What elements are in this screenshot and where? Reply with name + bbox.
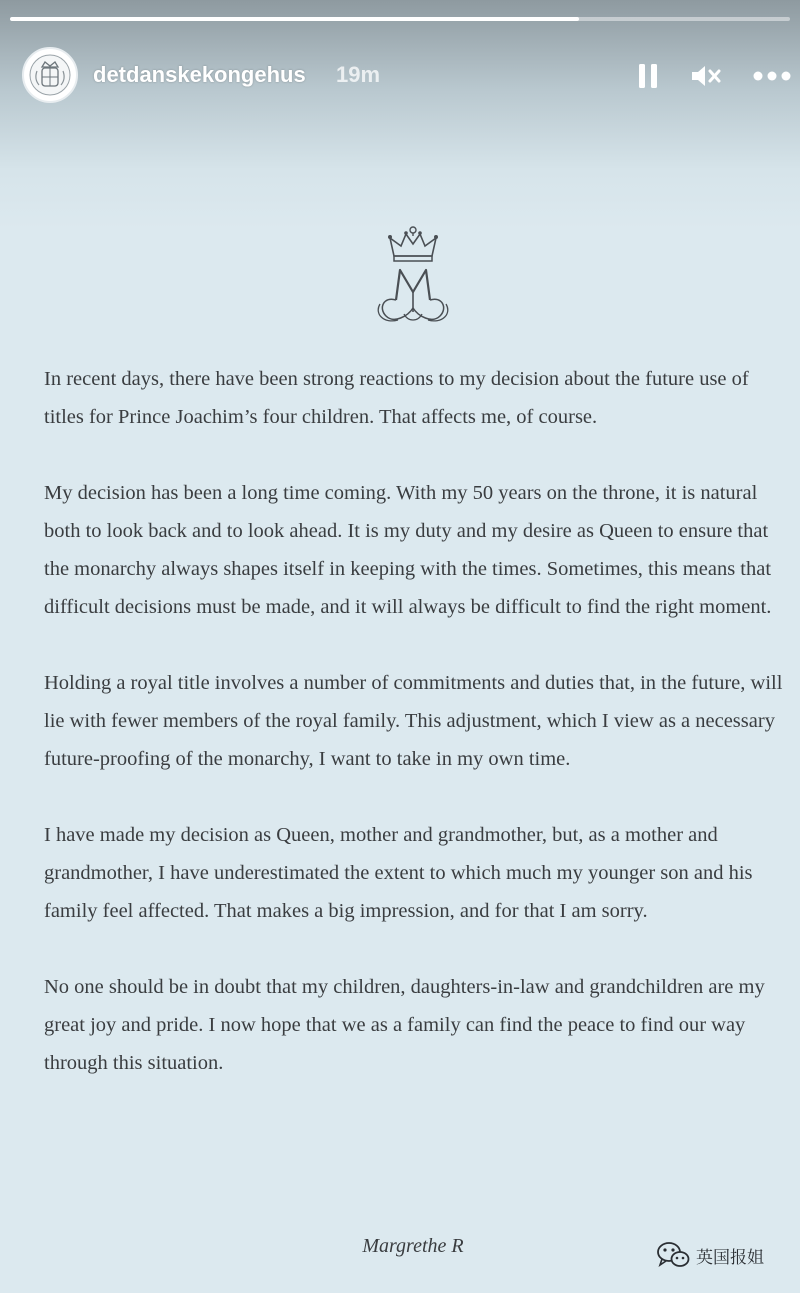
- royal-monogram-icon: [370, 224, 456, 326]
- wechat-icon: [656, 1241, 690, 1269]
- story-progress-fill: [10, 17, 579, 21]
- royal-crest-icon: [28, 53, 72, 97]
- story-progress-bar: [10, 17, 790, 21]
- more-options-button[interactable]: [748, 58, 796, 94]
- letter-signature: Margrethe R: [362, 1235, 464, 1257]
- letter-paragraph: Holding a royal title involves a number of commitments and duties that, in the future, will lie with fewer members of the royal family. This adjustment, which I view as a necessary future-proofing of the monarchy, I want to take in my own time.: [44, 672, 783, 770]
- letter-paragraph: No one should be in doubt that my children, daughters-in-law and grandchildren are my great joy and pride. I now hope that we as a family can find the peace to find our way through this situation.: [44, 976, 765, 1074]
- story-header: [0, 44, 800, 108]
- letter-paragraph: My decision has been a long time coming. With my 50 years on the throne, it is natural both to look back and to look ahead. It is my duty and my desire as Queen to ensure that the monarchy always shapes itself in keeping with the times. Sometimes, this means that difficult decisions must be made, and it will always be difficult to find the right moment.: [44, 482, 772, 618]
- avatar[interactable]: [22, 47, 78, 103]
- letter-paragraph: In recent days, there have been strong reactions to my decision about the future use of titles for Prince Joachim’s four children. That affects me, of course.: [44, 368, 749, 428]
- post-time: 19m: [336, 62, 381, 87]
- mute-button[interactable]: [686, 58, 726, 94]
- pause-icon: [637, 62, 659, 90]
- letter-paragraph: I have made my decision as Queen, mother and grandmother, but, as a mother and grandmother, I have underestimated the extent to which much my younger son and his family feel affected. That makes a big impression, and for that I am sorry.: [44, 824, 753, 922]
- watermark-text: 英国报姐: [696, 1247, 764, 1268]
- more-horizontal-icon: [752, 70, 792, 82]
- account-username[interactable]: detdanskekongehus: [93, 62, 306, 87]
- volume-muted-icon: [690, 62, 722, 90]
- letter-body: [44, 360, 784, 1120]
- pause-button[interactable]: [628, 58, 668, 94]
- watermark: [656, 1240, 764, 1270]
